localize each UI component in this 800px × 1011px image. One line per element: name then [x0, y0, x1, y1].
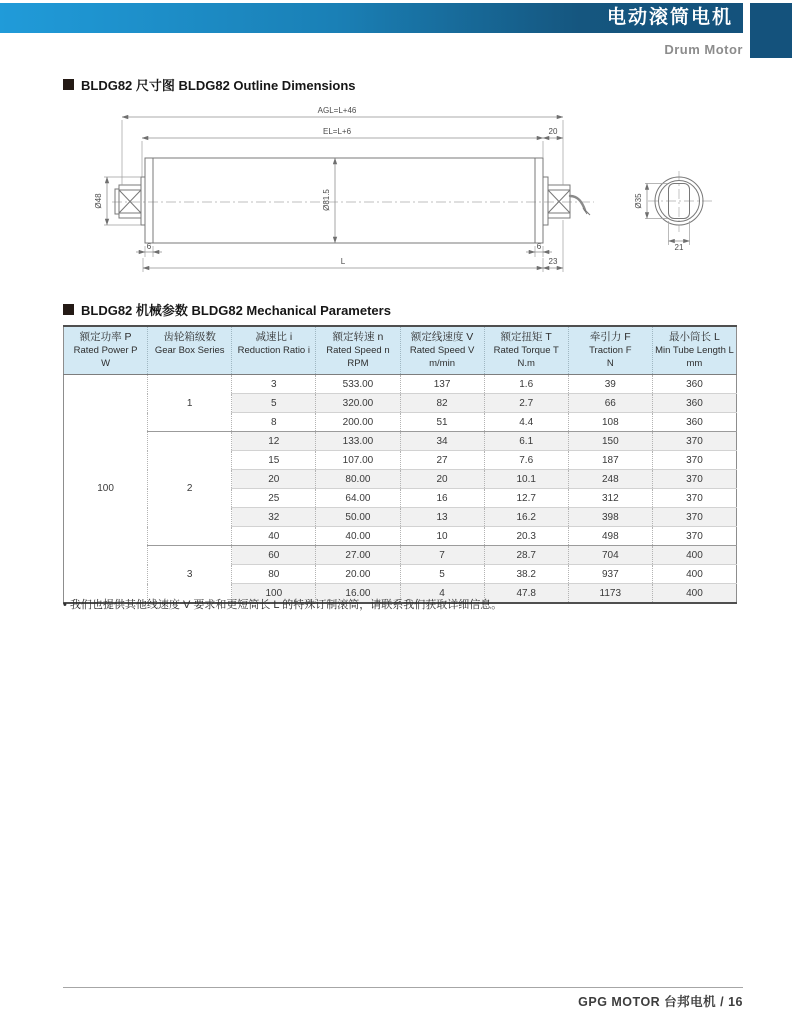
table-header-row [64, 326, 737, 375]
corner-accent-block [750, 3, 792, 58]
motor-cable [570, 196, 585, 210]
table-cell: 187 [568, 451, 652, 470]
dim-label-agl: AGL=L+46 [317, 106, 357, 115]
table-cell: 4 [400, 584, 484, 604]
table-cell: 12 [232, 432, 316, 451]
table-cell: 2.7 [484, 394, 568, 413]
table-cell: 47.8 [484, 584, 568, 604]
table-cell: 6.1 [484, 432, 568, 451]
table-cell: 80 [232, 565, 316, 584]
table-cell: 533.00 [316, 375, 400, 394]
table-row [64, 546, 737, 565]
table-cell: 32 [232, 508, 316, 527]
table-cell: 10 [400, 527, 484, 546]
section-title-mechanical [63, 300, 391, 319]
table-cell: 20 [400, 470, 484, 489]
table-cell: 370 [652, 432, 736, 451]
col-header-traction: 牵引力 F Traction F N [568, 326, 652, 375]
table-cell: 50.00 [316, 508, 400, 527]
table-cell: 16 [400, 489, 484, 508]
table-cell: 370 [652, 508, 736, 527]
table-cell: 8 [232, 413, 316, 432]
table-cell: 38.2 [484, 565, 568, 584]
table-cell: 16.2 [484, 508, 568, 527]
table-cell: 13 [400, 508, 484, 527]
table-cell: 40 [232, 527, 316, 546]
table-cell: 370 [652, 527, 736, 546]
section-bullet-icon [63, 79, 74, 90]
table-cell: 20 [232, 470, 316, 489]
table-cell: 107.00 [316, 451, 400, 470]
table-cell: 20.00 [316, 565, 400, 584]
footnote [63, 596, 502, 612]
table-cell: 5 [232, 394, 316, 413]
table-cell: 25 [232, 489, 316, 508]
table-cell: 1173 [568, 584, 652, 604]
col-header-speed: 额定转速 n Rated Speed n RPM [316, 326, 400, 375]
table-cell: 133.00 [316, 432, 400, 451]
table-cell: 82 [400, 394, 484, 413]
dim-label-d48: Ø48 [94, 193, 103, 209]
power-cell: 100 [64, 375, 148, 604]
table-cell: 34 [400, 432, 484, 451]
page-subtitle: Drum Motor [664, 42, 743, 57]
table-cell: 398 [568, 508, 652, 527]
table-cell: 100 [232, 584, 316, 604]
table-cell: 360 [652, 375, 736, 394]
table-cell: 28.7 [484, 546, 568, 565]
table-cell: 7 [400, 546, 484, 565]
table-cell: 400 [652, 565, 736, 584]
table-cell: 312 [568, 489, 652, 508]
table-cell: 370 [652, 451, 736, 470]
section-bullet-icon [63, 304, 74, 315]
dim-label-21: 21 [674, 243, 684, 252]
series-cell: 3 [148, 546, 232, 604]
section-title-text: BLDG82 尺寸图 BLDG82 Outline Dimensions [81, 78, 356, 93]
series-cell: 1 [148, 375, 232, 432]
table-cell: 51 [400, 413, 484, 432]
table-cell: 400 [652, 584, 736, 604]
table-cell: 4.4 [484, 413, 568, 432]
table-cell: 320.00 [316, 394, 400, 413]
right-flange [543, 177, 548, 225]
col-header-ratio: 减速比 i Reduction Ratio i [232, 326, 316, 375]
footer-divider [63, 987, 743, 988]
section-title-text: BLDG82 机械参数 BLDG82 Mechanical Parameters [81, 303, 391, 318]
table-cell: 12.7 [484, 489, 568, 508]
table-cell: 937 [568, 565, 652, 584]
col-header-linespeed: 额定线速度 V Rated Speed V m/min [400, 326, 484, 375]
table-cell: 1.6 [484, 375, 568, 394]
footnote-text: 我们也提供其他线速度 V 要求和更短筒长 L 的特殊订制滚筒，请联系我们获取详细信息。 [69, 599, 503, 611]
drum-body [145, 158, 543, 243]
table-cell: 27 [400, 451, 484, 470]
table-cell: 400 [652, 546, 736, 565]
right-shaft-cross [548, 190, 570, 213]
col-header-tubelength: 最小筒长 L Min Tube Length L mm [652, 326, 736, 375]
dim-label-d6-left: 6 [146, 242, 152, 251]
col-header-torque: 额定扭矩 T Rated Torque T N.m [484, 326, 568, 375]
dim-label-el: EL=L+6 [322, 127, 352, 136]
footer-page-info: GPG MOTOR 台邦电机 / 16 [578, 995, 743, 1009]
table-row [64, 375, 737, 394]
table-cell: 498 [568, 527, 652, 546]
table-cell: 60 [232, 546, 316, 565]
table-cell: 108 [568, 413, 652, 432]
footnote-bullet: • [63, 599, 67, 611]
table-cell: 39 [568, 375, 652, 394]
left-shaft-cross [119, 190, 141, 213]
section-title-outline [63, 75, 356, 94]
table-row [64, 432, 737, 451]
banner-title: 电动滚筒电机 [606, 7, 733, 28]
table-cell: 80.00 [316, 470, 400, 489]
left-collar [115, 189, 119, 214]
table-cell: 360 [652, 413, 736, 432]
table-cell: 64.00 [316, 489, 400, 508]
table-cell: 137 [400, 375, 484, 394]
col-header-gearbox: 齿轮箱级数 Gear Box Series [148, 326, 232, 375]
motor-cable-strands [583, 208, 590, 215]
table-cell: 370 [652, 489, 736, 508]
table-cell: 150 [568, 432, 652, 451]
dim-label-d6-right: 6 [536, 242, 542, 251]
table-cell: 20.3 [484, 527, 568, 546]
l-extension-lines [143, 220, 563, 272]
outline-drawing [0, 100, 800, 300]
col-header-power: 额定功率 P Rated Power P W [64, 326, 148, 375]
left-flange [141, 177, 145, 225]
dim-label-d35: Ø35 [634, 193, 643, 209]
table-cell: 200.00 [316, 413, 400, 432]
el-extension-lines [142, 141, 543, 177]
table-cell: 66 [568, 394, 652, 413]
dim-label-20: 20 [548, 127, 558, 136]
page-banner [0, 3, 743, 33]
table-cell: 5 [400, 565, 484, 584]
dim-label-l: L [340, 257, 346, 266]
dim-label-23: 23 [548, 257, 558, 266]
table-cell: 704 [568, 546, 652, 565]
table-cell: 16.00 [316, 584, 400, 604]
mechanical-parameters-table [63, 325, 737, 604]
table-cell: 7.6 [484, 451, 568, 470]
table-cell: 370 [652, 470, 736, 489]
table-cell: 15 [232, 451, 316, 470]
table-cell: 27.00 [316, 546, 400, 565]
table-cell: 248 [568, 470, 652, 489]
table-cell: 3 [232, 375, 316, 394]
series-cell: 2 [148, 432, 232, 546]
dim-label-d815: Ø81.5 [322, 189, 331, 211]
table-cell: 360 [652, 394, 736, 413]
table-cell: 10.1 [484, 470, 568, 489]
table-cell: 40.00 [316, 527, 400, 546]
